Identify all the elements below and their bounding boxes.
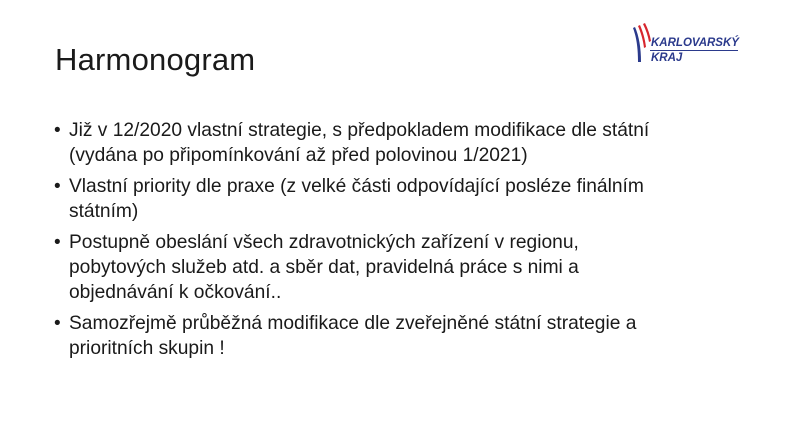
bullet-text-line: státním) [69, 201, 139, 222]
bullet-text-line: pobytových služeb atd. a sběr dat, pravidelná práce s nimi a [69, 257, 579, 278]
bullet-item [54, 118, 754, 168]
bullet-text-line: prioritních skupin ! [69, 338, 225, 359]
bullet-text-line: (vydána po připomínkování až před polovinou 1/2021) [69, 145, 528, 166]
slide-title: Harmonogram [55, 42, 256, 77]
bullet-list [54, 118, 754, 367]
bullet-item [54, 230, 754, 305]
karlovarsky-kraj-logo [630, 22, 750, 72]
bullet-item [54, 311, 754, 361]
bullet-text-line: Již v 12/2020 vlastní strategie, s předpokladem modifikace dle státní [69, 120, 650, 141]
bullet-dot-icon: • [54, 176, 61, 197]
bullet-item [54, 174, 754, 224]
logo-underline [650, 50, 738, 51]
bullet-text-line: Postupně obeslání všech zdravotnických zařízení v regionu, [69, 232, 579, 253]
bullet-text-line: Samozřejmě průběžná modifikace dle zveřejněné státní strategie a [69, 313, 637, 334]
bullet-dot-icon: • [54, 313, 61, 334]
bullet-text-line: objednávání k očkování.. [69, 282, 282, 303]
logo-text-line1: KARLOVARSKÝ [651, 37, 739, 49]
bullet-dot-icon: • [54, 232, 61, 253]
bullet-text-line: Vlastní priority dle praxe (z velké části odpovídající posléze finálním [69, 176, 644, 197]
logo-text-line2: KRAJ [651, 52, 683, 64]
logo-text [651, 36, 739, 66]
bullet-dot-icon: • [54, 120, 61, 141]
